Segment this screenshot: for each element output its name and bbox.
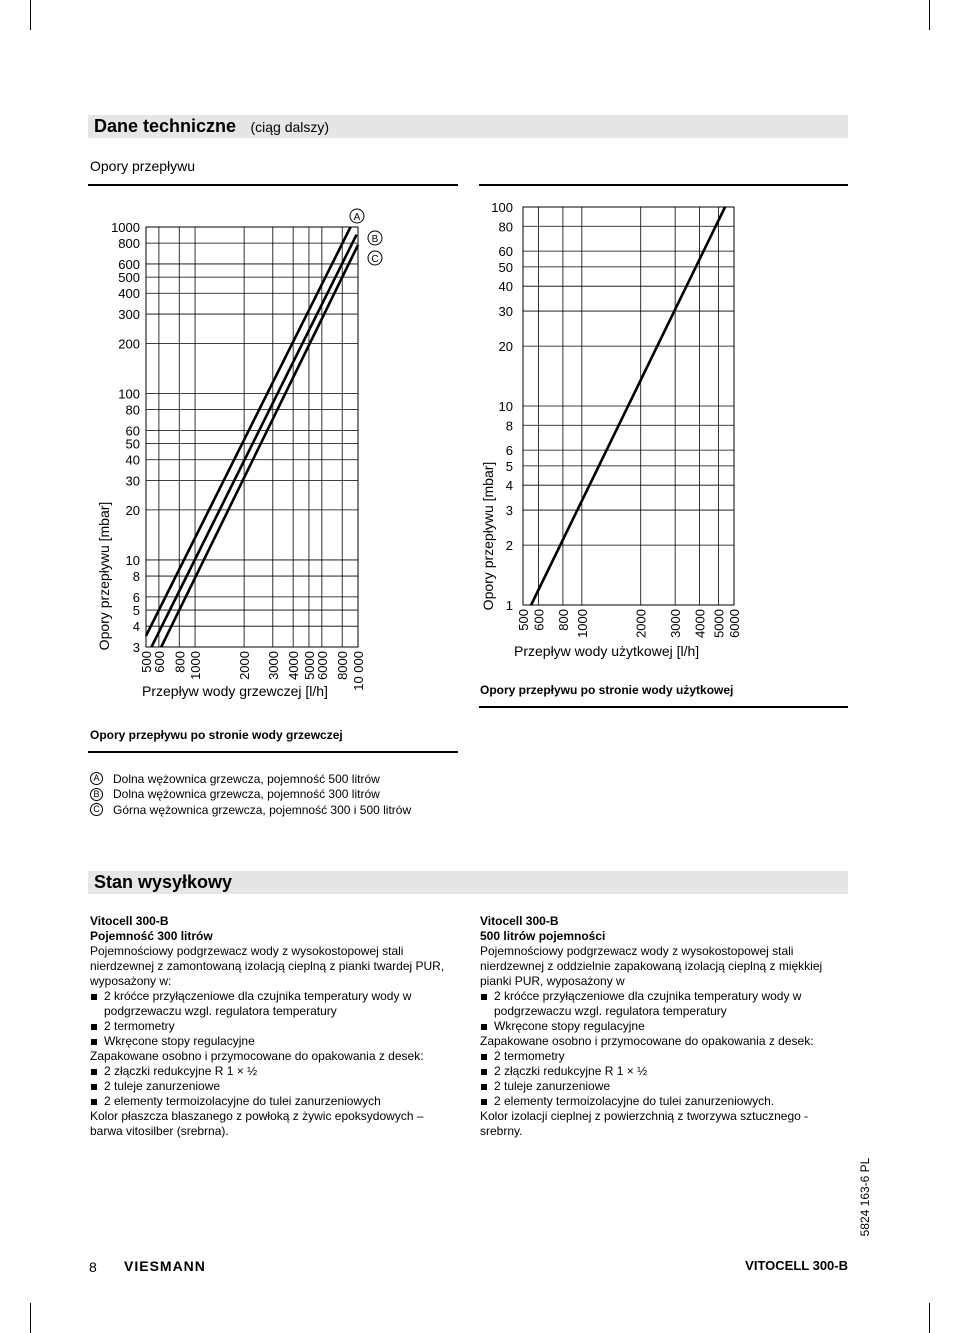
model-name: Vitocell 300-B bbox=[90, 914, 169, 928]
y-axis-label-domestic: Opory przepływu [mbar] bbox=[480, 461, 496, 611]
y-tick-label: 1 bbox=[505, 598, 513, 613]
packed-text: Zapakowane osobno i przymocowane do opakowania z desek: bbox=[90, 1049, 424, 1063]
legend-letter: C bbox=[90, 803, 103, 816]
legend-text: Dolna wężownica grzewcza, pojemność 500 litrów bbox=[113, 771, 380, 786]
divider bbox=[479, 706, 848, 708]
x-tick-label: 1000 bbox=[188, 651, 204, 680]
y-tick-label: 20 bbox=[125, 502, 140, 518]
shipping-right-column bbox=[480, 914, 840, 1139]
x-tick-label: 4000 bbox=[692, 609, 708, 638]
crop-mark bbox=[929, 0, 930, 30]
x-tick-label: 5000 bbox=[711, 609, 727, 638]
list-item: 2 termometry bbox=[480, 1049, 840, 1064]
legend-letter: A bbox=[90, 772, 103, 785]
x-tick-label: 800 bbox=[555, 609, 571, 631]
subsection-title: Opory przepływu bbox=[90, 158, 196, 174]
brand-name: VIESMANN bbox=[124, 1258, 206, 1274]
crop-mark bbox=[30, 1303, 31, 1333]
y-tick-label: 8 bbox=[505, 418, 513, 434]
legend-item bbox=[90, 802, 411, 818]
curve-C bbox=[161, 245, 358, 647]
y-tick-label: 30 bbox=[498, 304, 513, 320]
crop-mark bbox=[929, 1303, 930, 1333]
doc-code: 5824 163-6 PL bbox=[858, 1157, 872, 1237]
legend-text: Górna wężownica grzewcza, pojemność 300 i 500 litrów bbox=[113, 802, 412, 817]
page-number: 8 bbox=[89, 1259, 97, 1275]
y-tick-label: 10 bbox=[498, 399, 513, 414]
y-tick-label: 2 bbox=[505, 538, 513, 554]
y-tick-label: 60 bbox=[125, 423, 140, 439]
x-tick-label: 1000 bbox=[574, 609, 590, 638]
y-tick-label: 500 bbox=[118, 270, 140, 286]
curve-legend bbox=[90, 771, 411, 818]
y-tick-labels bbox=[111, 220, 140, 655]
capacity: Pojemność 300 litrów bbox=[90, 929, 213, 943]
x-tick-label: 5000 bbox=[301, 651, 317, 680]
curve-label-A: A bbox=[353, 212, 361, 223]
chart-domestic-water bbox=[480, 195, 780, 665]
x-tick-label: 600 bbox=[531, 609, 547, 631]
y-tick-label: 100 bbox=[491, 200, 513, 215]
x-tick-label: 500 bbox=[139, 651, 154, 673]
x-tick-label: 2000 bbox=[237, 651, 253, 680]
divider bbox=[88, 751, 458, 753]
capacity: 500 litrów pojemności bbox=[480, 929, 606, 943]
x-tick-label: 4000 bbox=[286, 651, 302, 680]
list-item: 2 złączki redukcyjne R 1 × ½ bbox=[90, 1064, 450, 1079]
model-name: Vitocell 300-B bbox=[480, 914, 559, 928]
y-tick-label: 5 bbox=[505, 458, 513, 474]
y-tick-label: 40 bbox=[125, 452, 140, 468]
y-tick-label: 100 bbox=[118, 386, 140, 402]
legend-letter: B bbox=[90, 788, 103, 801]
y-tick-label: 30 bbox=[125, 473, 140, 489]
section-header bbox=[88, 115, 848, 138]
divider bbox=[479, 184, 848, 186]
y-tick-label: 80 bbox=[498, 219, 513, 235]
y-tick-label: 600 bbox=[118, 256, 140, 272]
y-tick-label: 1000 bbox=[111, 220, 140, 235]
chart-curves bbox=[146, 209, 382, 647]
y-tick-label: 50 bbox=[125, 436, 140, 452]
y-tick-label: 20 bbox=[498, 339, 513, 355]
x-tick-labels bbox=[516, 609, 742, 638]
intro-text: Pojemnościowy podgrzewacz wody z wysokostopowej stali nierdzewnej z oddzielnie zapakowaną izolacją cieplną z miękkiej pianki PUR, wyposażony w bbox=[480, 944, 823, 988]
list-item: Wkręcone stopy regulacyjne bbox=[480, 1019, 840, 1034]
y-tick-label: 6 bbox=[132, 589, 140, 605]
y-tick-label: 3 bbox=[132, 640, 140, 655]
y-tick-label: 4 bbox=[505, 478, 513, 494]
y-tick-label: 800 bbox=[118, 236, 140, 252]
x-axis-label-domestic: Przepływ wody użytkowej [l/h] bbox=[514, 643, 700, 659]
list-item: 2 elementy termoizolacyjne do tulei zanurzeniowych bbox=[90, 1094, 450, 1109]
shipping-left-column bbox=[90, 914, 450, 1139]
list-item: 2 króćce przyłączeniowe dla czujnika temperatury wody w podgrzewaczu wzgl. regulatora temperatury bbox=[480, 989, 840, 1019]
legend-item bbox=[90, 787, 411, 803]
x-tick-label: 600 bbox=[151, 651, 167, 673]
list-item: 2 tuleje zanurzeniowe bbox=[90, 1079, 450, 1094]
x-tick-label: 3000 bbox=[265, 651, 281, 680]
divider bbox=[88, 184, 458, 186]
brand-logo bbox=[124, 1258, 206, 1274]
y-tick-label: 400 bbox=[118, 286, 140, 302]
y-tick-label: 40 bbox=[498, 279, 513, 295]
x-axis-label-heating: Przepływ wody grzewczej [l/h] bbox=[142, 683, 328, 699]
legend-text: Dolna wężownica grzewcza, pojemność 300 litrów bbox=[113, 787, 380, 802]
list-item: 2 złączki redukcyjne R 1 × ½ bbox=[480, 1064, 840, 1079]
chart-grid bbox=[146, 227, 358, 647]
product-name: VITOCELL 300-B bbox=[745, 1258, 848, 1273]
x-tick-label: 10 000 bbox=[351, 651, 366, 691]
y-tick-label: 5 bbox=[132, 603, 140, 619]
y-tick-label: 6 bbox=[505, 443, 513, 459]
crop-mark bbox=[30, 0, 31, 30]
curve-label-C: C bbox=[371, 254, 379, 265]
x-tick-label: 800 bbox=[172, 651, 188, 673]
curve-label-B: B bbox=[371, 234, 379, 245]
y-tick-label: 8 bbox=[132, 569, 140, 585]
list-item: 2 króćce przyłączeniowe dla czujnika temperatury wody w podgrzewaczu wzgl. regulatora temperatury bbox=[90, 989, 450, 1019]
x-tick-label: 6000 bbox=[314, 651, 330, 680]
y-tick-label: 60 bbox=[498, 244, 513, 260]
y-tick-label: 10 bbox=[125, 552, 140, 568]
chart-heating-water bbox=[90, 195, 390, 705]
y-tick-label: 80 bbox=[125, 402, 140, 418]
x-tick-label: 8000 bbox=[335, 651, 351, 680]
caption-heating: Opory przepływu po stronie wody grzewczej bbox=[90, 728, 343, 742]
list-item: 2 termometry bbox=[90, 1019, 450, 1034]
legend-item bbox=[90, 771, 411, 787]
y-tick-label: 50 bbox=[498, 259, 513, 275]
intro-text: Pojemnościowy podgrzewacz wody z wysokostopowej stali nierdzewnej z zamontowaną izolacją cieplną z pianki twardej PUR, wyposażony w: bbox=[90, 944, 445, 988]
y-tick-label: 3 bbox=[505, 503, 513, 519]
y-tick-label: 4 bbox=[132, 619, 140, 635]
section-continuation: (ciąg dalszy) bbox=[250, 119, 330, 135]
packed-text: Zapakowane osobno i przymocowane do opakowania z desek: bbox=[480, 1034, 814, 1048]
caption-domestic: Opory przepływu po stronie wody użytkowej bbox=[480, 683, 734, 697]
curve-A bbox=[146, 227, 351, 636]
list-item: 2 elementy termoizolacyjne do tulei zanurzeniowych. bbox=[480, 1094, 840, 1109]
y-axis-label-heating: Opory przepływu [mbar] bbox=[96, 501, 112, 651]
x-tick-label: 500 bbox=[516, 609, 531, 631]
x-tick-label: 2000 bbox=[633, 609, 649, 638]
shipping-title: Stan wysyłkowy bbox=[94, 872, 233, 892]
chart-frame bbox=[146, 227, 358, 647]
shipping-header bbox=[88, 871, 848, 894]
y-tick-label: 300 bbox=[118, 307, 140, 323]
list-item: Wkręcone stopy regulacyjne bbox=[90, 1034, 450, 1049]
outro-text: Kolor izolacji cieplnej z powierzchnią z tworzywa sztucznego - srebrny. bbox=[480, 1109, 809, 1138]
x-tick-label: 6000 bbox=[727, 609, 742, 638]
section-title: Dane techniczne bbox=[94, 116, 237, 136]
x-tick-label: 3000 bbox=[668, 609, 684, 638]
list-item: 2 tuleje zanurzeniowe bbox=[480, 1079, 840, 1094]
curve-B bbox=[151, 235, 356, 647]
y-tick-label: 200 bbox=[118, 336, 140, 352]
outro-text: Kolor płaszcza blaszanego z powłoką z żywic epoksydowych – barwa vitosilber (srebrna). bbox=[90, 1109, 424, 1138]
